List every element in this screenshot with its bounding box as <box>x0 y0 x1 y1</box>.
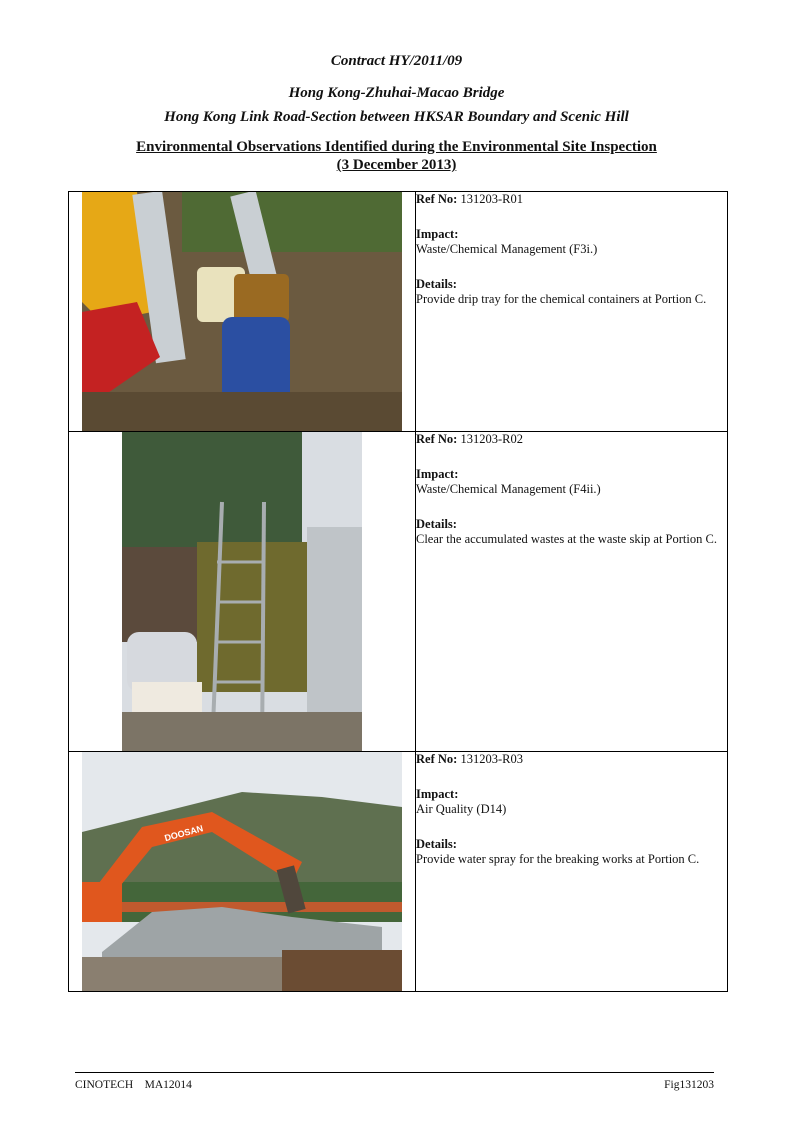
details-value: Provide drip tray for the chemical containers at Portion C. <box>416 292 707 306</box>
details-block <box>416 517 727 547</box>
impact-label: Impact: <box>416 227 459 241</box>
ref-number: 131203-R02 <box>460 432 523 446</box>
ref-label: Ref No: <box>416 432 458 446</box>
table-row <box>69 192 728 432</box>
impact-block <box>416 467 727 497</box>
chemical-containers-photo <box>82 192 402 431</box>
observation-details <box>416 192 728 432</box>
observation-details <box>416 432 728 752</box>
details-block <box>416 837 727 867</box>
impact-value: Waste/Chemical Management (F3i.) <box>416 242 598 256</box>
photo-cell <box>69 192 416 432</box>
ref-line <box>416 192 727 207</box>
impact-value: Waste/Chemical Management (F4ii.) <box>416 482 601 496</box>
excavator-brand-text: DOOSAN <box>163 823 205 844</box>
details-value: Provide water spray for the breaking works at Portion C. <box>416 852 700 866</box>
impact-label: Impact: <box>416 467 459 481</box>
section-title: Hong Kong Link Road-Section between HKSAR Boundary and Scenic Hill <box>164 109 629 125</box>
waste-skip-photo <box>122 432 362 751</box>
ref-number: 131203-R01 <box>460 192 523 206</box>
ref-number: 131203-R03 <box>460 752 523 766</box>
footer-divider <box>75 1072 714 1073</box>
observations-table <box>68 191 728 992</box>
details-value: Clear the accumulated wastes at the waste skip at Portion C. <box>416 532 717 546</box>
project-title: Hong Kong-Zhuhai-Macao Bridge <box>288 85 505 101</box>
details-label: Details: <box>416 837 457 851</box>
impact-label: Impact: <box>416 787 459 801</box>
excavator-breaking-photo <box>82 752 402 991</box>
details-block <box>416 277 727 307</box>
table-row <box>69 432 728 752</box>
impact-block <box>416 227 727 257</box>
photo-cell <box>69 752 416 992</box>
inspection-date: (3 December 2013) <box>336 157 457 173</box>
photo-cell <box>69 432 416 752</box>
page-title: Environmental Observations Identified during the Environmental Site Inspection <box>136 139 657 155</box>
ref-line <box>416 752 727 767</box>
impact-value: Air Quality (D14) <box>416 802 507 816</box>
details-label: Details: <box>416 517 457 531</box>
table-row <box>69 752 728 992</box>
ref-line <box>416 432 727 447</box>
footer-figure-number: Fig131203 <box>664 1079 714 1091</box>
ref-label: Ref No: <box>416 192 458 206</box>
details-label: Details: <box>416 277 457 291</box>
ref-label: Ref No: <box>416 752 458 766</box>
impact-block <box>416 787 727 817</box>
footer-left: CINOTECH MA12014 <box>75 1079 192 1091</box>
contract-title: Contract HY/2011/09 <box>330 53 463 69</box>
observation-details <box>416 752 728 992</box>
